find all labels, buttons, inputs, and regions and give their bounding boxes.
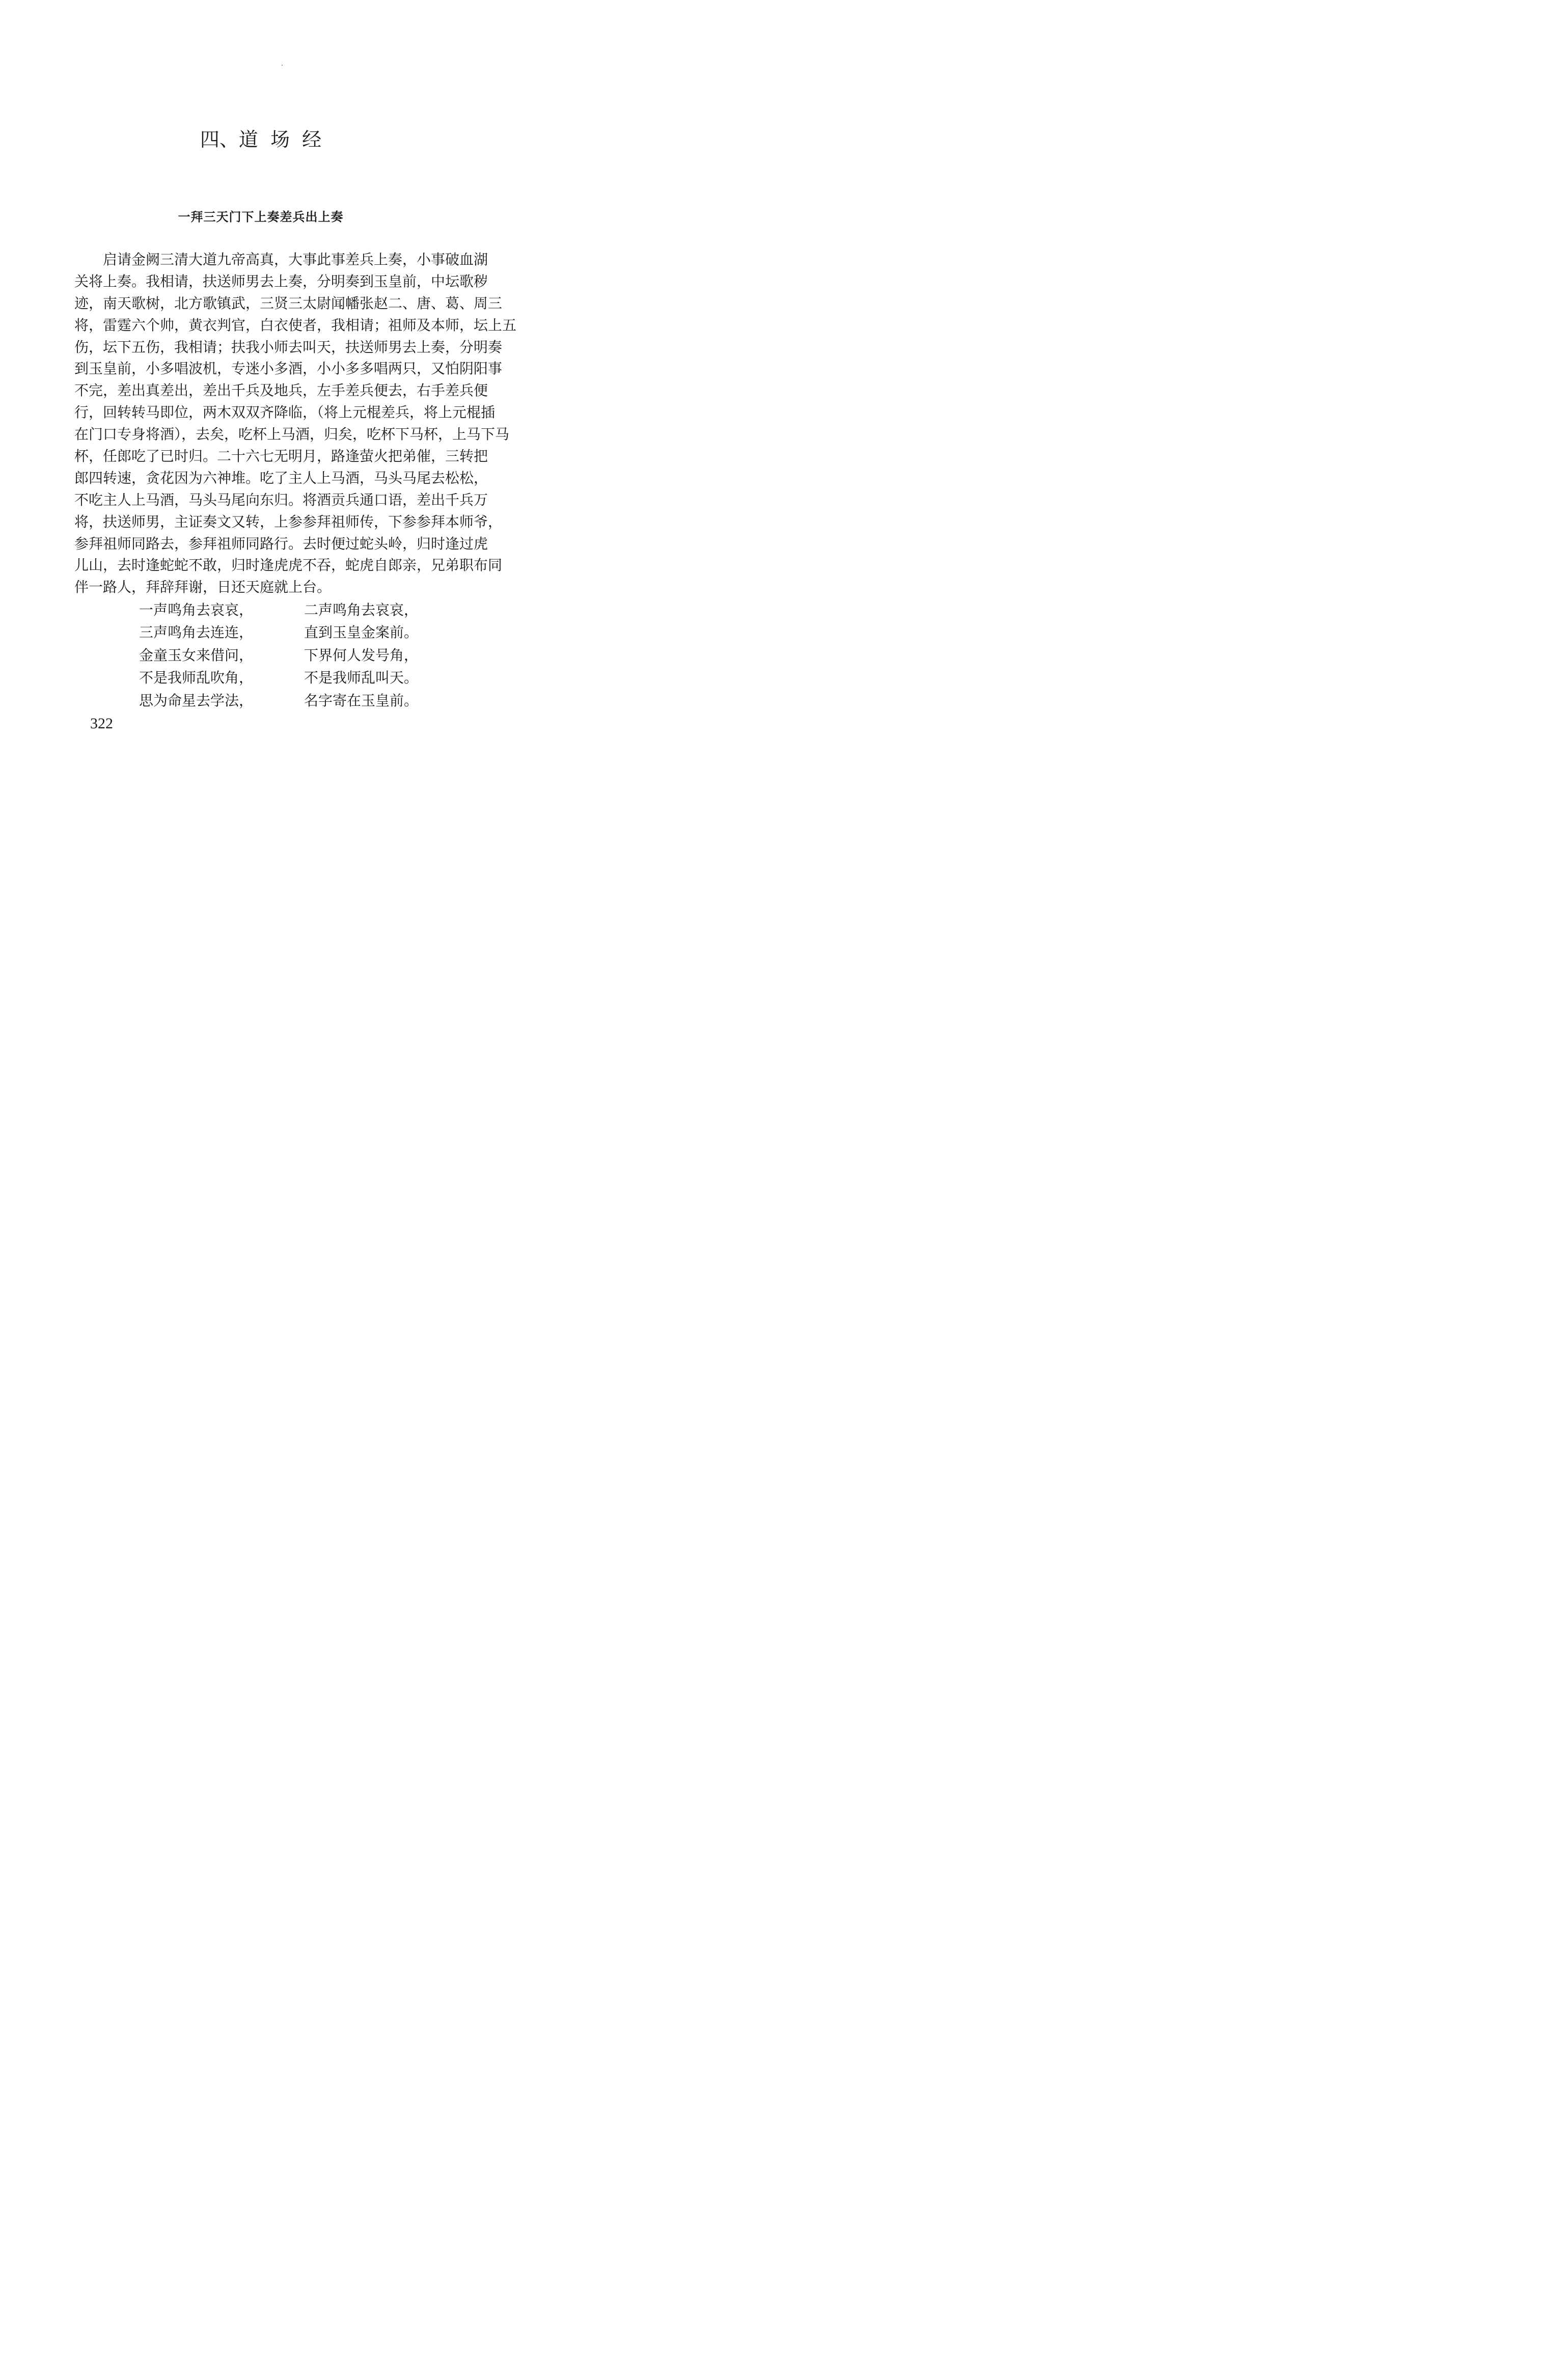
body-line: 郎四转速，贪花因为六神堆。吃了主人上马酒，马头马尾去松松， [74,469,488,486]
verse-row [139,621,424,644]
book-page [0,0,521,791]
page-number: 322 [90,715,113,732]
body-line: 参拜祖师同路去，参拜祖师同路行。去时便过蛇头岭，归时逢过虎 [74,535,488,552]
verse-left-line: 不是我师乱吹角， [139,669,254,687]
verse-left-line: 金童玉女来借问， [139,646,254,664]
verse-right-line: 下界何人发号角， [304,646,419,664]
verse-right-line: 二声鸣角去哀哀， [304,602,419,618]
body-line: 到玉皇前，小多唱波机，专迷小多酒，小小多多唱两只，又怕阴阳事 [74,360,503,377]
body-line: 不完，差出真差出，差出千兵及地兵，左手差兵便去，右手差兵便 [74,382,488,399]
body-line: 将，雷霆六个帅，黄衣判官，白衣使者，我相请；祖师及本师，坛上五 [74,316,517,334]
body-paragraph [74,249,517,598]
body-line: 在门口专身将酒），去矣，吃杯上马酒，归矣，吃杯下马杯，上马下马 [74,426,510,443]
verse-left-line: 思为命星去学法， [139,692,254,709]
verse-left-line: 一声鸣角去哀哀， [139,602,254,618]
body-line: 启请金阙三清大道九帝高真，大事此事差兵上奏，小事破血湖 [103,251,488,268]
verse-row [139,690,424,712]
body-line: 迹，南天歌树，北方歌镇武，三贤三太尉闻幡张赵二、唐、葛、周三 [74,294,503,312]
body-line: 关将上奏。我相请，扶送师男去上奏，分明奏到玉皇前，中坛歌秽 [74,272,488,290]
verse-row [139,599,424,621]
chapter-title: 四、道 场 经 [200,128,322,151]
verse-left-line: 三声鸣角去连连， [139,624,254,641]
verse-right-line: 不是我师乱叫天。 [304,669,419,687]
verse-right-line: 名字寄在玉皇前。 [304,692,419,709]
verse-right-line: 直到玉皇金案前。 [304,624,419,641]
print-speck [282,65,283,66]
verse-row [139,667,424,689]
body-line: 儿山，去时逢蛇蛇不敢，归时逢虎虎不吞，蛇虎自郎亲，兄弟职布同 [74,557,503,574]
verse-block [139,599,424,712]
verse-row [139,644,424,667]
body-line: 杯，任郎吃了已时归。二十六七无明月，路逢萤火把弟催，三转把 [74,448,488,465]
body-line: 行，回转转马即位，两木双双齐降临，（将上元棍差兵，将上元棍插 [74,404,496,421]
body-line: 伴一路人，拜辞拜谢，日还天庭就上台。 [74,579,332,596]
section-title: 一拜三天门下上奏差兵出上奏 [178,210,344,224]
body-line: 不吃主人上马酒，马头马尾向东归。将酒贡兵通口语，差出千兵万 [74,491,488,508]
body-line: 将，扶送师男，主证奏文又转，上参参拜祖师传，下参参拜本师爷， [74,513,503,530]
body-line: 伤，坛下五伤，我相请；扶我小师去叫天，扶送师男去上奏，分明奏 [74,338,503,356]
